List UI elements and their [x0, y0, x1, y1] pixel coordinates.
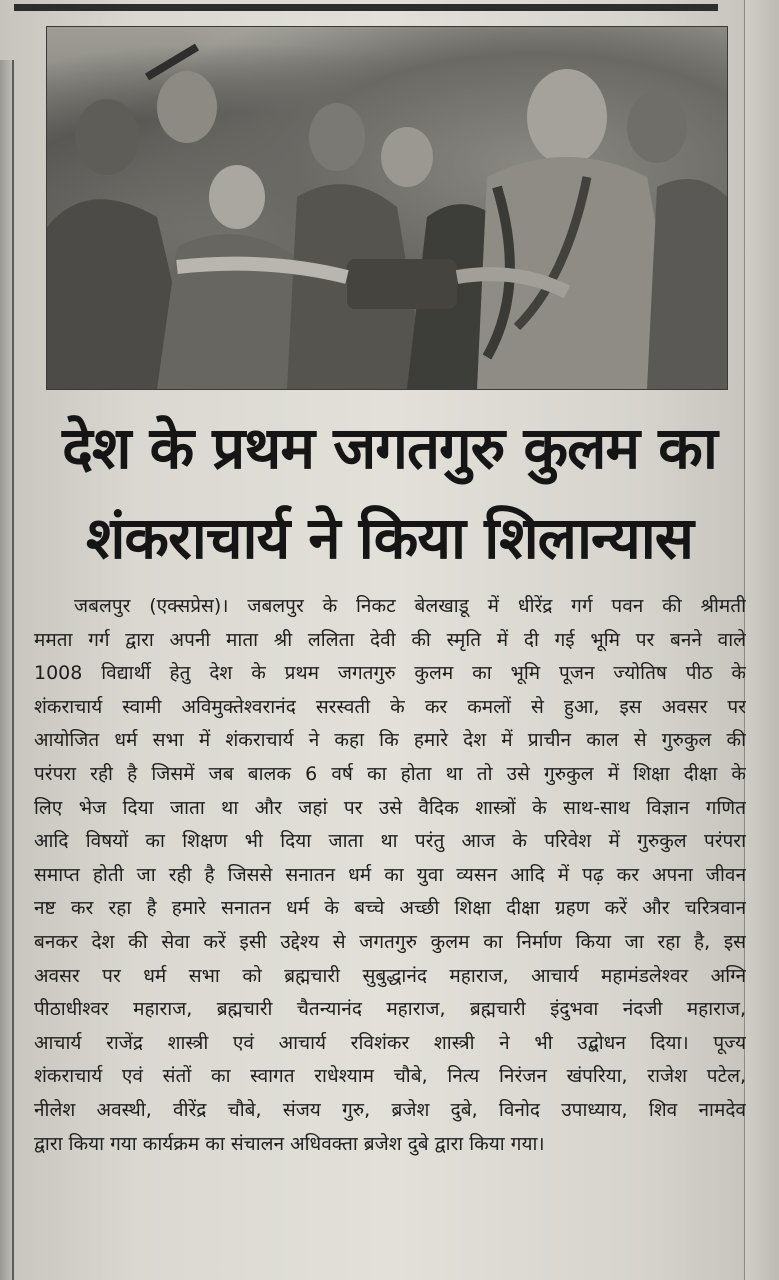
article-body [34, 590, 746, 1161]
article-line: शंकराचार्य स्वामी अविमुक्तेश्वरानंद सरस्वती के कर कमलों से हुआ, इस अवसर पर [34, 695, 746, 718]
news-photo [46, 26, 728, 390]
article-line: लिए भेज दिया जाता था और जहां पर उसे वैदिक शास्त्रों के साथ-साथ विज्ञान गणित [34, 796, 746, 819]
headline-line-2: शंकराचार्य ने किया शिलान्यास [85, 504, 693, 572]
headline-line-1: देश के प्रथम जगतगुरु कुलम का [62, 414, 717, 482]
article-line: आयोजित धर्म सभा में शंकराचार्य ने कहा कि हमारे देश में प्राचीन काल से गुरुकुल की [34, 729, 746, 752]
top-rule [14, 4, 718, 11]
article-line: बनकर देश की सेवा करें इसी उद्देश्य से जगतगुरु कुलम का निर्माण किया जा रहा है, इस [34, 930, 746, 953]
adjacent-column-edge [744, 0, 779, 1280]
article-line: नीलेश अवस्थी, वीरेंद्र चौबे, संजय गुरु, ब्रजेश दुबे, विनोद उपाध्याय, शिव नामदेव [34, 1098, 746, 1121]
article-line: आदि विषयों का शिक्षण भी दिया जाता था परंतु आज के परिवेश में गुरुकुल परंपरा [34, 830, 746, 853]
article-line: समाप्त होती जा रही है जिससे सनातन धर्म का युवा व्यसन आदि में पढ़ कर अपना जीवन [34, 863, 746, 886]
article-line: 1008 विद्यार्थी हेतु देश के प्रथम जगतगुरु कुलम का भूमि पूजन ज्योतिष पीठ के [34, 662, 746, 685]
article-line: अवसर पर धर्म सभा को ब्रह्मचारी सुबुद्धानंद महाराज, आचार्य महामंडलेश्वर अग्नि [34, 964, 746, 987]
page-left-edge [0, 60, 14, 1280]
news-photo-icon [47, 27, 727, 389]
article-line: ममता गर्ग द्वारा अपनी माता श्री ललिता देवी की स्मृति में दी गई भूमि पर बनने वाले [34, 628, 746, 651]
article-line: पीठाधीश्वर महाराज, ब्रह्मचारी चैतन्यानंद महाराज, ब्रह्मचारी इंदुभवा नंदजी महाराज, [34, 998, 746, 1021]
article-line: द्वारा किया गया कार्यक्रम का संचालन अधिवक्ता ब्रजेश दुबे द्वारा किया गया। [34, 1132, 545, 1155]
article-line: परंपरा रही है जिसमें जब बालक 6 वर्ष का होता था तो उसे गुरुकुल में शिक्षा दीक्षा के [34, 762, 746, 785]
article-line: शंकराचार्य एवं संतों का स्वागत राधेश्याम चौबे, नित्य निरंजन खंपरिया, राजेश पटेल, [34, 1065, 746, 1088]
article-line: आचार्य राजेंद्र शास्त्री एवं आचार्य रविशंकर शास्त्री ने भी उद्बोधन दिया। पूज्य [34, 1031, 746, 1054]
article-line: जबलपुर (एक्सप्रेस)। जबलपुर के निकट बेलखाडू में धीरेंद्र गर्ग पवन की श्रीमती [74, 595, 746, 617]
article-line: नष्ट कर रहा है हमारे सनातन धर्म के बच्चे अच्छी शिक्षा दीक्षा ग्रहण करें और चरित्रवान [34, 897, 746, 920]
